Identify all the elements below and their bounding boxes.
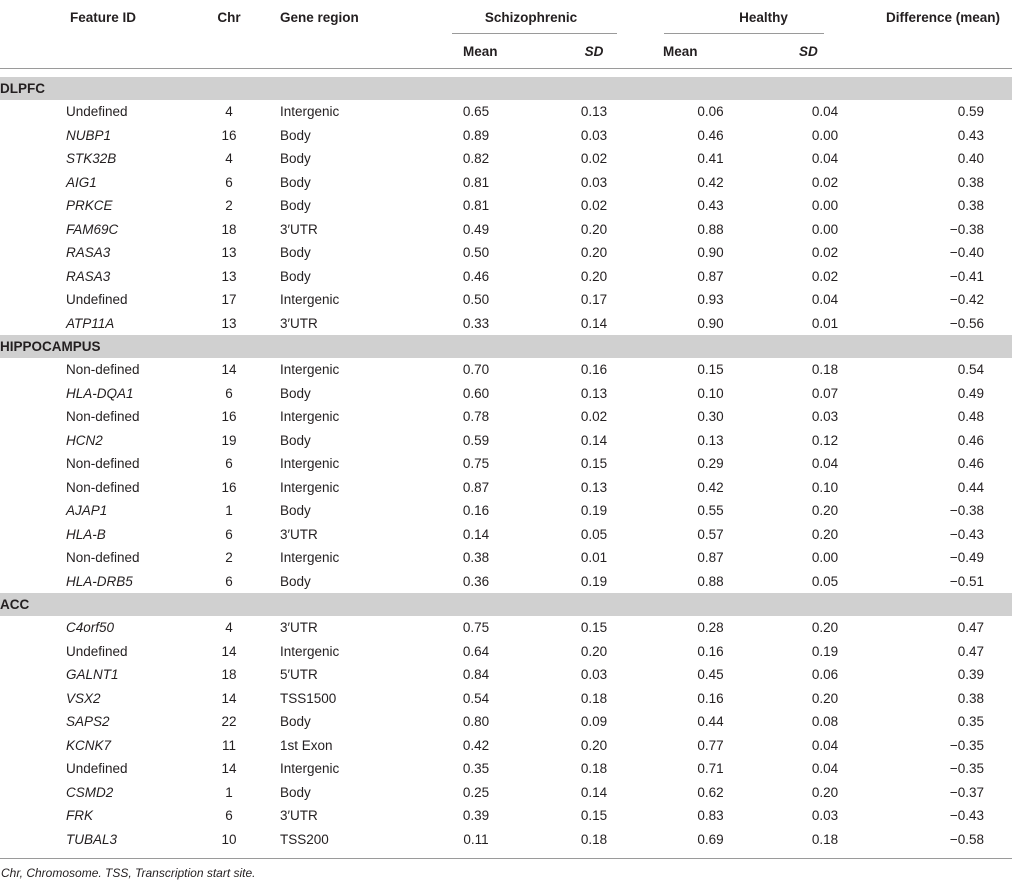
feature-id-cell: GALNT1 <box>66 667 119 683</box>
table-row <box>0 405 1012 429</box>
gene-region-cell: Body <box>280 714 311 730</box>
healthy-sd-cell: 0.02 <box>811 174 839 190</box>
gene-region-cell: Body <box>280 385 311 401</box>
difference-cell: 0.46 <box>957 456 985 472</box>
header-spacer <box>0 69 1012 78</box>
healthy-mean-cell: 0.90 <box>697 245 724 261</box>
chr-cell: 6 <box>225 385 233 401</box>
difference-cell: −0.41 <box>949 268 985 284</box>
table-row <box>0 124 1012 148</box>
table-row <box>0 358 1012 382</box>
chr-cell: 6 <box>225 573 233 589</box>
header-difference: Difference (mean) <box>885 9 1001 25</box>
chr-cell: 18 <box>221 667 237 683</box>
healthy-sd-cell: 0.04 <box>811 456 839 472</box>
healthy-sd-cell: 0.07 <box>811 385 839 401</box>
healthy-sd-cell: 0.02 <box>811 245 839 261</box>
header-healthy-label: Healthy <box>739 9 788 25</box>
gene-region-cell: Intergenic <box>280 761 340 777</box>
gene-region-cell: 5′UTR <box>280 667 318 683</box>
feature-id-cell: KCNK7 <box>66 737 112 753</box>
chr-cell: 16 <box>221 409 237 425</box>
table-row <box>0 734 1012 758</box>
healthy-mean-cell: 0.15 <box>697 362 724 378</box>
gene-region-cell: Body <box>280 245 311 261</box>
healthy-mean-cell: 0.88 <box>697 221 724 237</box>
table-row <box>0 570 1012 594</box>
difference-cell: 0.59 <box>957 104 985 120</box>
schizophrenic-sd-cell: 0.20 <box>580 737 608 753</box>
feature-id-cell: FRK <box>66 808 93 824</box>
healthy-mean-cell: 0.10 <box>697 385 724 401</box>
chr-cell: 19 <box>221 432 237 448</box>
schizophrenic-sd-cell: 0.03 <box>580 127 608 143</box>
feature-id-cell: Non-defined <box>66 409 140 425</box>
healthy-mean-cell: 0.90 <box>697 315 724 331</box>
healthy-sd-cell: 0.00 <box>811 550 839 566</box>
header-schizophrenic <box>413 0 649 34</box>
healthy-mean-cell: 0.83 <box>697 808 724 824</box>
difference-cell: −0.43 <box>949 526 985 542</box>
table-row <box>0 781 1012 805</box>
gene-region-cell: Body <box>280 198 311 214</box>
header-chr: Chr <box>217 9 241 25</box>
healthy-sd-cell: 0.20 <box>811 526 839 542</box>
schizophrenic-sd-cell: 0.18 <box>580 831 608 847</box>
schizophrenic-mean-cell: 0.60 <box>462 385 490 401</box>
healthy-sd-cell: 0.00 <box>811 221 839 237</box>
healthy-mean-cell: 0.44 <box>697 714 724 730</box>
difference-cell: −0.56 <box>949 315 985 331</box>
chr-cell: 22 <box>221 714 237 730</box>
difference-cell: 0.35 <box>957 714 985 730</box>
chr-cell: 14 <box>221 362 237 378</box>
schizophrenic-mean-cell: 0.81 <box>462 174 490 190</box>
difference-cell: −0.35 <box>949 737 985 753</box>
feature-id-cell: PRKCE <box>66 198 113 214</box>
table-row <box>0 757 1012 781</box>
feature-id-cell: Non-defined <box>66 550 140 566</box>
schizophrenic-sd-cell: 0.20 <box>580 221 608 237</box>
healthy-mean-cell: 0.77 <box>697 737 724 753</box>
table-row <box>0 452 1012 476</box>
schizophrenic-sd-cell: 0.19 <box>580 573 608 589</box>
schizophrenic-mean-cell: 0.75 <box>462 456 490 472</box>
healthy-mean-cell: 0.42 <box>697 174 724 190</box>
healthy-mean-cell: 0.46 <box>697 127 724 143</box>
chr-cell: 6 <box>225 808 233 824</box>
table-row <box>0 523 1012 547</box>
feature-id-cell: TUBAL3 <box>66 831 118 847</box>
difference-cell: 0.54 <box>957 362 985 378</box>
header-row-2 <box>0 34 1012 69</box>
table-row <box>0 194 1012 218</box>
feature-id-cell: HCN2 <box>66 432 103 448</box>
table-bottom-rule <box>0 858 1012 859</box>
gene-region-cell: Intergenic <box>280 643 340 659</box>
gene-region-cell: Intergenic <box>280 479 340 495</box>
gene-region-cell: 3′UTR <box>280 620 318 636</box>
feature-id-cell: ATP11A <box>66 315 115 331</box>
difference-cell: −0.37 <box>949 784 985 800</box>
schizophrenic-sd-cell: 0.15 <box>580 620 608 636</box>
schizophrenic-mean-cell: 0.38 <box>462 550 490 566</box>
schizophrenic-sd-cell: 0.14 <box>580 315 608 331</box>
healthy-sd-cell: 0.03 <box>811 409 839 425</box>
difference-cell: 0.46 <box>957 432 985 448</box>
schizophrenic-sd-cell: 0.02 <box>580 151 608 167</box>
chr-cell: 14 <box>221 761 237 777</box>
header-schizophrenic-sd: SD <box>584 43 604 59</box>
healthy-sd-cell: 0.04 <box>811 104 839 120</box>
feature-id-cell: Non-defined <box>66 362 140 378</box>
healthy-sd-cell: 0.12 <box>811 432 839 448</box>
header-gene-region: Gene region <box>280 9 359 25</box>
healthy-sd-cell: 0.08 <box>811 714 839 730</box>
difference-cell: 0.39 <box>957 667 985 683</box>
schizophrenic-sd-cell: 0.13 <box>580 479 608 495</box>
healthy-mean-cell: 0.45 <box>697 667 724 683</box>
header-healthy-sd: SD <box>799 43 818 59</box>
schizophrenic-mean-cell: 0.59 <box>462 432 490 448</box>
difference-cell: 0.43 <box>957 127 985 143</box>
header-schizophrenic-label: Schizophrenic <box>484 9 578 25</box>
difference-cell: 0.44 <box>957 479 985 495</box>
table-row <box>0 429 1012 453</box>
header-feature-id: Feature ID <box>70 9 137 25</box>
table-row <box>0 687 1012 711</box>
gene-region-cell: Body <box>280 503 311 519</box>
difference-cell: 0.47 <box>957 643 985 659</box>
table-row <box>0 828 1012 852</box>
difference-cell: 0.49 <box>957 385 985 401</box>
healthy-mean-cell: 0.16 <box>697 643 724 659</box>
schizophrenic-sd-cell: 0.14 <box>580 784 608 800</box>
chr-cell: 18 <box>221 221 237 237</box>
chr-cell: 13 <box>221 245 237 261</box>
table-row <box>0 100 1012 124</box>
difference-cell: 0.40 <box>957 151 985 167</box>
schizophrenic-sd-cell: 0.13 <box>580 385 608 401</box>
difference-cell: −0.58 <box>949 831 985 847</box>
healthy-mean-cell: 0.87 <box>697 550 724 566</box>
gene-region-cell: Intergenic <box>280 550 340 566</box>
gene-region-cell: Body <box>280 573 311 589</box>
difference-cell: −0.49 <box>949 550 985 566</box>
feature-id-cell: RASA3 <box>66 245 111 261</box>
chr-cell: 11 <box>221 737 236 753</box>
healthy-mean-cell: 0.42 <box>697 479 724 495</box>
healthy-mean-cell: 0.43 <box>697 198 724 214</box>
gene-region-cell: Body <box>280 151 311 167</box>
feature-id-cell: AIG1 <box>66 174 97 190</box>
schizophrenic-mean-cell: 0.49 <box>462 221 490 237</box>
feature-id-cell: HLA-DQA1 <box>66 385 134 401</box>
schizophrenic-mean-cell: 0.84 <box>462 667 490 683</box>
schizophrenic-mean-cell: 0.16 <box>462 503 490 519</box>
schizophrenic-sd-cell: 0.01 <box>580 550 608 566</box>
chr-cell: 1 <box>225 503 233 519</box>
healthy-sd-cell: 0.04 <box>811 761 839 777</box>
schizophrenic-sd-cell: 0.20 <box>580 268 608 284</box>
healthy-mean-cell: 0.57 <box>697 526 724 542</box>
gene-region-cell: Body <box>280 127 311 143</box>
table-row <box>0 147 1012 171</box>
chr-cell: 13 <box>221 268 237 284</box>
table-row <box>0 663 1012 687</box>
gene-region-cell: Body <box>280 268 311 284</box>
chr-cell: 14 <box>221 690 237 706</box>
table-row <box>0 476 1012 500</box>
feature-id-cell: SAPS2 <box>66 714 110 730</box>
healthy-sd-cell: 0.18 <box>811 362 839 378</box>
schizophrenic-sd-cell: 0.15 <box>580 456 608 472</box>
gene-region-cell: 1st Exon <box>280 737 333 753</box>
healthy-mean-cell: 0.71 <box>697 761 724 777</box>
schizophrenic-mean-cell: 0.46 <box>462 268 490 284</box>
difference-cell: −0.40 <box>949 245 985 261</box>
section-title: ACC <box>0 593 1012 616</box>
gene-region-cell: Body <box>280 784 311 800</box>
healthy-mean-cell: 0.16 <box>697 690 724 706</box>
schizophrenic-mean-cell: 0.25 <box>462 784 490 800</box>
schizophrenic-sd-cell: 0.20 <box>580 245 608 261</box>
schizophrenic-mean-cell: 0.50 <box>462 292 490 308</box>
schizophrenic-mean-cell: 0.81 <box>462 198 490 214</box>
table-row <box>0 499 1012 523</box>
healthy-mean-cell: 0.69 <box>697 831 724 847</box>
healthy-mean-cell: 0.29 <box>697 456 724 472</box>
gene-region-cell: Body <box>280 174 311 190</box>
section-header-row <box>0 593 1012 616</box>
difference-cell: −0.43 <box>949 808 985 824</box>
gene-region-cell: 3′UTR <box>280 526 318 542</box>
schizophrenic-sd-cell: 0.15 <box>580 808 608 824</box>
chr-cell: 13 <box>221 315 237 331</box>
schizophrenic-sd-cell: 0.16 <box>580 362 608 378</box>
schizophrenic-mean-cell: 0.39 <box>462 808 490 824</box>
header-healthy <box>649 0 878 34</box>
healthy-sd-cell: 0.05 <box>811 573 839 589</box>
chr-cell: 1 <box>225 784 233 800</box>
schizophrenic-mean-cell: 0.42 <box>462 737 490 753</box>
gene-region-cell: TSS1500 <box>280 690 337 706</box>
table-row <box>0 616 1012 640</box>
table-row <box>0 710 1012 734</box>
header-row-1 <box>0 0 1012 34</box>
healthy-sd-cell: 0.20 <box>811 690 839 706</box>
table-row <box>0 218 1012 242</box>
difference-cell: −0.38 <box>949 221 985 237</box>
schizophrenic-mean-cell: 0.33 <box>462 315 490 331</box>
difference-cell: −0.38 <box>949 503 985 519</box>
healthy-sd-cell: 0.18 <box>811 831 839 847</box>
feature-id-cell: Undefined <box>66 292 128 308</box>
table-row <box>0 171 1012 195</box>
difference-cell: −0.42 <box>949 292 985 308</box>
chr-cell: 4 <box>225 620 233 636</box>
schizophrenic-mean-cell: 0.78 <box>462 409 490 425</box>
healthy-sd-cell: 0.20 <box>811 784 839 800</box>
section-header-row <box>0 335 1012 358</box>
healthy-sd-cell: 0.04 <box>811 292 839 308</box>
section-header-row <box>0 77 1012 100</box>
healthy-sd-cell: 0.03 <box>811 808 839 824</box>
chr-cell: 4 <box>225 151 233 167</box>
difference-cell: 0.48 <box>957 409 985 425</box>
table-row <box>0 640 1012 664</box>
schizophrenic-sd-cell: 0.14 <box>580 432 608 448</box>
feature-id-cell: HLA-DRB5 <box>66 573 133 589</box>
schizophrenic-sd-cell: 0.02 <box>580 198 608 214</box>
feature-id-cell: Undefined <box>66 761 128 777</box>
chr-cell: 6 <box>225 526 233 542</box>
schizophrenic-sd-cell: 0.03 <box>580 174 608 190</box>
table-row <box>0 546 1012 570</box>
table-body <box>0 69 1012 852</box>
gene-region-cell: Body <box>280 432 311 448</box>
schizophrenic-mean-cell: 0.50 <box>462 245 490 261</box>
schizophrenic-sd-cell: 0.02 <box>580 409 608 425</box>
healthy-sd-cell: 0.06 <box>811 667 839 683</box>
schizophrenic-sd-cell: 0.09 <box>580 714 608 730</box>
chr-cell: 16 <box>221 127 237 143</box>
schizophrenic-mean-cell: 0.70 <box>462 362 490 378</box>
table-row <box>0 312 1012 336</box>
healthy-sd-cell: 0.19 <box>811 643 839 659</box>
schizophrenic-sd-cell: 0.03 <box>580 667 608 683</box>
schizophrenic-mean-cell: 0.65 <box>462 104 490 120</box>
table-row <box>0 265 1012 289</box>
feature-id-cell: FAM69C <box>66 221 119 237</box>
feature-id-cell: CSMD2 <box>66 784 114 800</box>
schizophrenic-mean-cell: 0.87 <box>462 479 490 495</box>
gene-region-cell: Intergenic <box>280 292 340 308</box>
healthy-mean-cell: 0.55 <box>697 503 724 519</box>
schizophrenic-rule <box>452 33 617 34</box>
feature-id-cell: Non-defined <box>66 479 140 495</box>
schizophrenic-mean-cell: 0.14 <box>462 526 490 542</box>
schizophrenic-mean-cell: 0.75 <box>462 620 490 636</box>
schizophrenic-mean-cell: 0.89 <box>462 127 490 143</box>
healthy-sd-cell: 0.01 <box>811 315 839 331</box>
healthy-sd-cell: 0.00 <box>811 198 839 214</box>
gene-region-cell: 3′UTR <box>280 808 318 824</box>
chr-cell: 14 <box>221 643 237 659</box>
schizophrenic-sd-cell: 0.17 <box>580 292 608 308</box>
table-row <box>0 382 1012 406</box>
difference-cell: 0.47 <box>957 620 985 636</box>
healthy-mean-cell: 0.87 <box>697 268 724 284</box>
schizophrenic-mean-cell: 0.11 <box>463 831 489 847</box>
chr-cell: 2 <box>225 198 233 214</box>
feature-id-cell: Undefined <box>66 643 128 659</box>
table-footnote: Chr, Chromosome. TSS, Transcription start site. <box>1 866 256 880</box>
schizophrenic-sd-cell: 0.05 <box>580 526 608 542</box>
feature-id-cell: VSX2 <box>66 690 101 706</box>
gene-region-cell: 3′UTR <box>280 315 318 331</box>
feature-id-cell: Undefined <box>66 104 128 120</box>
healthy-sd-cell: 0.20 <box>811 503 839 519</box>
schizophrenic-sd-cell: 0.18 <box>580 690 608 706</box>
schizophrenic-mean-cell: 0.80 <box>462 714 490 730</box>
header-healthy-mean: Mean <box>663 43 698 59</box>
healthy-mean-cell: 0.62 <box>697 784 724 800</box>
schizophrenic-mean-cell: 0.35 <box>462 761 490 777</box>
healthy-mean-cell: 0.88 <box>697 573 724 589</box>
healthy-mean-cell: 0.13 <box>697 432 724 448</box>
schizophrenic-mean-cell: 0.36 <box>462 573 490 589</box>
schizophrenic-sd-cell: 0.19 <box>580 503 608 519</box>
section-title: DLPFC <box>0 77 1012 100</box>
chr-cell: 4 <box>225 104 233 120</box>
section-title: HIPPOCAMPUS <box>0 335 1012 358</box>
chr-cell: 17 <box>221 292 237 308</box>
chr-cell: 16 <box>221 479 237 495</box>
table-row <box>0 288 1012 312</box>
chr-cell: 6 <box>225 174 233 190</box>
schizophrenic-sd-cell: 0.20 <box>580 643 608 659</box>
gene-region-cell: 3′UTR <box>280 221 318 237</box>
feature-id-cell: STK32B <box>66 151 117 167</box>
difference-cell: 0.38 <box>957 198 985 214</box>
difference-cell: −0.35 <box>949 761 985 777</box>
gene-region-cell: Intergenic <box>280 456 340 472</box>
healthy-sd-cell: 0.20 <box>811 620 839 636</box>
schizophrenic-sd-cell: 0.18 <box>580 761 608 777</box>
healthy-mean-cell: 0.30 <box>697 409 724 425</box>
gene-region-cell: Intergenic <box>280 104 340 120</box>
chr-cell: 10 <box>221 831 237 847</box>
difference-cell: 0.38 <box>957 690 985 706</box>
healthy-sd-cell: 0.04 <box>811 737 839 753</box>
healthy-mean-cell: 0.41 <box>697 151 724 167</box>
schizophrenic-mean-cell: 0.64 <box>462 643 490 659</box>
gene-region-cell: TSS200 <box>280 831 329 847</box>
feature-id-cell: HLA-B <box>66 526 106 542</box>
schizophrenic-sd-cell: 0.13 <box>580 104 608 120</box>
healthy-rule <box>664 33 824 34</box>
healthy-mean-cell: 0.06 <box>697 104 724 120</box>
gene-region-cell: Intergenic <box>280 409 340 425</box>
healthy-sd-cell: 0.00 <box>811 127 839 143</box>
feature-id-cell: RASA3 <box>66 268 111 284</box>
difference-cell: 0.38 <box>957 174 985 190</box>
difference-cell: −0.51 <box>949 573 985 589</box>
healthy-sd-cell: 0.04 <box>811 151 839 167</box>
table-row <box>0 241 1012 265</box>
chr-cell: 6 <box>225 456 233 472</box>
table-row <box>0 804 1012 828</box>
healthy-mean-cell: 0.93 <box>697 292 724 308</box>
feature-id-cell: C4orf50 <box>66 620 115 636</box>
healthy-sd-cell: 0.10 <box>811 479 839 495</box>
chr-cell: 2 <box>225 550 233 566</box>
schizophrenic-mean-cell: 0.54 <box>462 690 490 706</box>
gene-region-cell: Intergenic <box>280 362 340 378</box>
schizophrenic-mean-cell: 0.82 <box>462 151 490 167</box>
healthy-sd-cell: 0.02 <box>811 268 839 284</box>
feature-id-cell: AJAP1 <box>66 503 108 519</box>
header-schizophrenic-mean: Mean <box>463 43 498 59</box>
feature-id-cell: Non-defined <box>66 456 140 472</box>
feature-id-cell: NUBP1 <box>66 127 112 143</box>
healthy-mean-cell: 0.28 <box>697 620 724 636</box>
